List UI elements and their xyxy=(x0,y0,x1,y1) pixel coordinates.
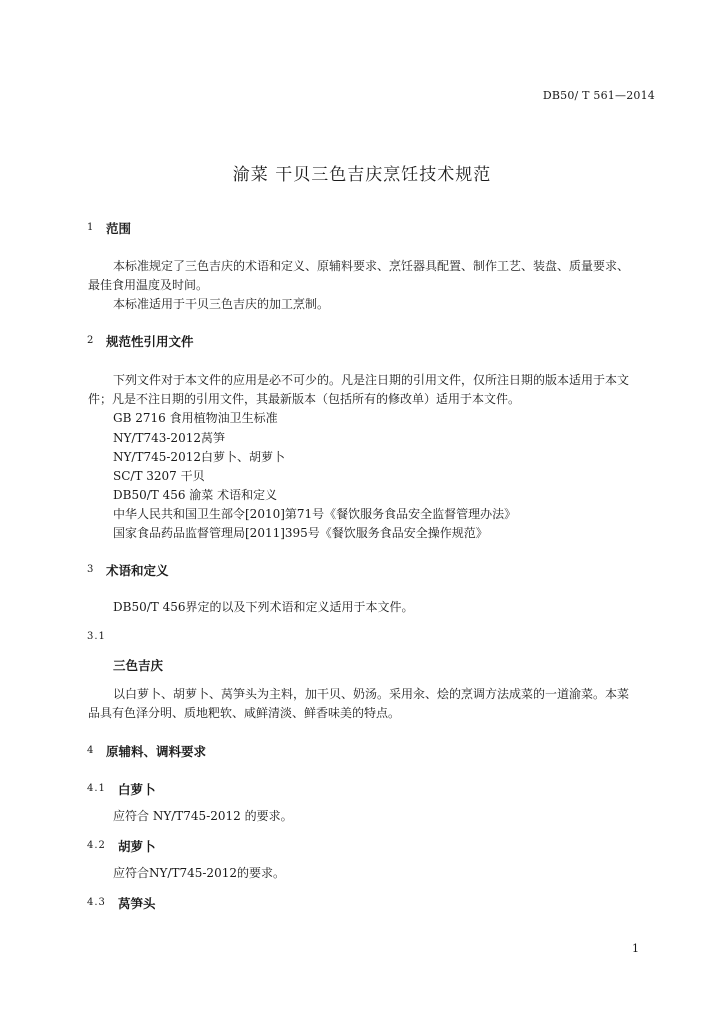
subsection-4-2-title: 胡萝卜 xyxy=(118,839,156,854)
subsection-4-1-title: 白萝卜 xyxy=(118,782,156,797)
subsection-4-3-title: 莴笋头 xyxy=(118,896,156,911)
section-2-para-line-1: 下列文件对于本文件的应用是必不可少的。凡是注日期的引用文件，仅所注日期的版本适用于本文 xyxy=(113,373,630,387)
reference-item: NY/T743-2012莴笋 xyxy=(113,431,225,445)
section-1-number: 1 xyxy=(87,222,94,233)
subsection-4-2-number: 4.2 xyxy=(87,840,106,851)
subsection-4-1-number: 4.1 xyxy=(87,783,106,794)
subsection-3-1-number: 3.1 xyxy=(87,631,106,642)
section-1-title: 范围 xyxy=(106,221,132,236)
subsection-4-1-text: 应符合 NY/T745-2012 的要求。 xyxy=(113,809,293,823)
section-3-number: 3 xyxy=(87,564,94,575)
reference-item: 国家食品药品监督管理局[2011]395号《餐饮服务食品安全操作规范》 xyxy=(113,526,488,540)
term-definition-line-2: 品具有色泽分明、质地粑软、咸鲜清淡、鲜香味美的特点。 xyxy=(88,706,401,720)
section-3-para: DB50/T 456界定的以及下列术语和定义适用于本文件。 xyxy=(113,600,414,614)
document-title: 渝菜 干贝三色吉庆烹饪技术规范 xyxy=(232,165,492,185)
term-title: 三色吉庆 xyxy=(113,658,164,673)
section-3-title: 术语和定义 xyxy=(106,563,169,578)
standard-code: DB50/ T 561—2014 xyxy=(542,89,655,102)
section-1-para-1-line-1: 本标准规定了三色吉庆的术语和定义、原辅料要求、烹饪器具配置、制作工艺、装盘、质量要求、 xyxy=(113,259,630,273)
reference-item: SC/T 3207 干贝 xyxy=(113,469,205,483)
section-2-para-line-2: 件；凡是不注日期的引用文件，其最新版本（包括所有的修改单）适用于本文件。 xyxy=(88,392,521,406)
term-definition-line-1: 以白萝卜、胡萝卜、莴笋头为主料，加干贝、奶汤。采用汆、烩的烹调方法成菜的一道渝菜。本菜 xyxy=(113,687,630,701)
section-1-para-2: 本标准适用于干贝三色吉庆的加工烹制。 xyxy=(113,297,330,311)
subsection-4-3-number: 4.3 xyxy=(87,897,106,908)
reference-item: DB50/T 456 渝菜 术语和定义 xyxy=(113,488,278,502)
section-2-title: 规范性引用文件 xyxy=(106,334,194,349)
reference-item: GB 2716 食用植物油卫生标准 xyxy=(113,411,278,425)
section-1-para-1-line-2: 最佳食用温度及时间。 xyxy=(88,278,209,292)
subsection-4-2-text: 应符合NY/T745-2012的要求。 xyxy=(113,866,285,880)
section-4-title: 原辅料、调料要求 xyxy=(106,744,207,759)
section-2-number: 2 xyxy=(87,335,94,346)
reference-item: NY/T745-2012白萝卜、胡萝卜 xyxy=(113,450,285,464)
reference-item: 中华人民共和国卫生部令[2010]第71号《餐饮服务食品安全监督管理办法》 xyxy=(113,507,517,521)
page-number: 1 xyxy=(632,942,639,955)
section-4-number: 4 xyxy=(87,745,94,756)
